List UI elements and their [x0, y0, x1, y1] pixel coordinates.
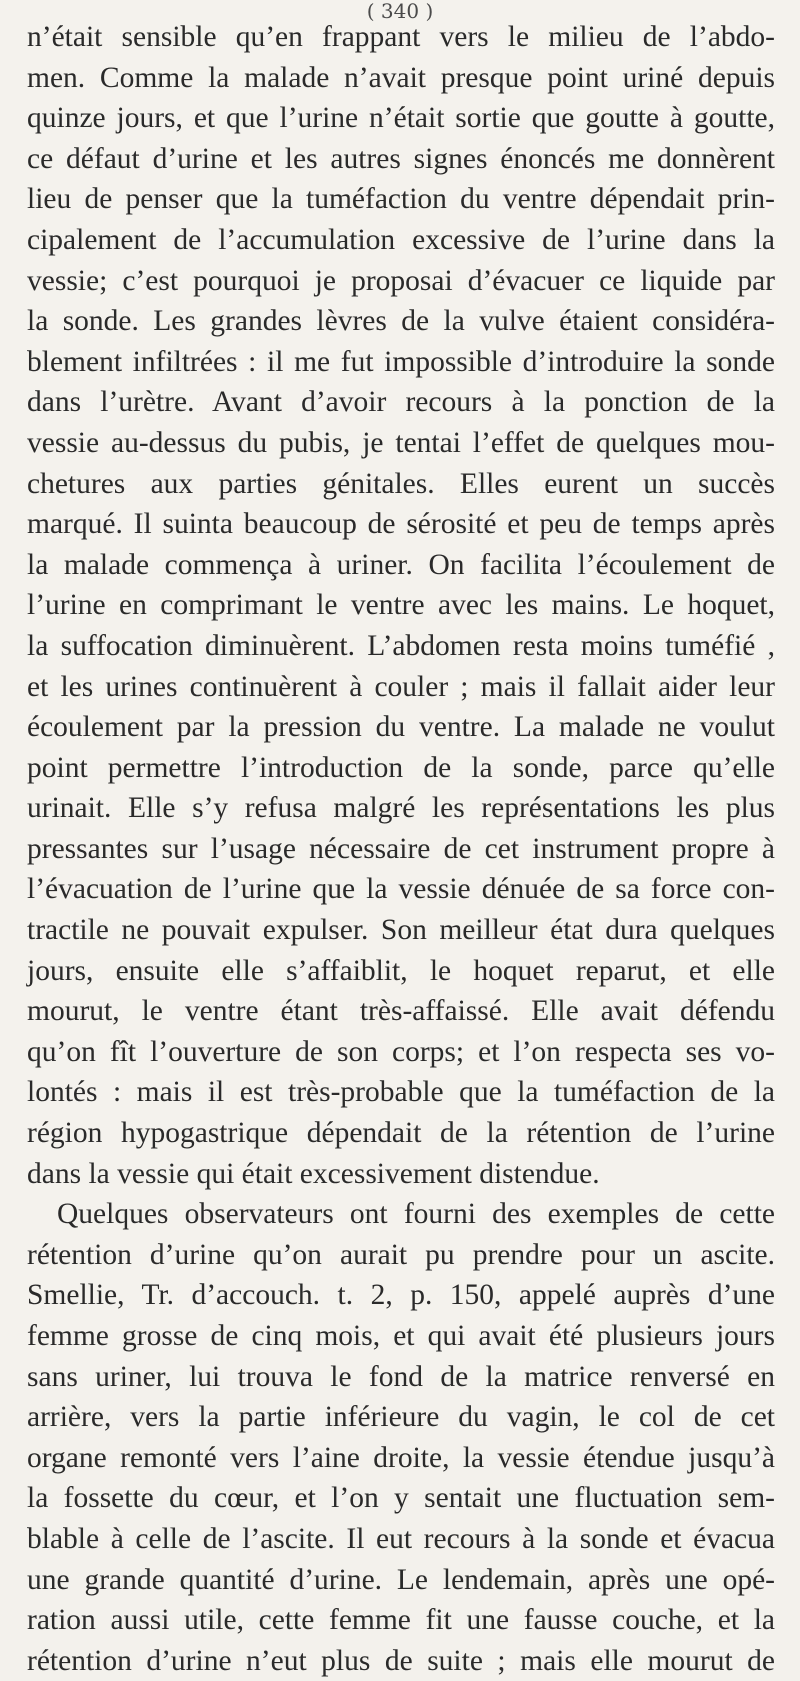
text-line: et les urines continuèrent à couler ; mais il fallait aider leur: [27, 670, 775, 703]
text-line: vessie au-dessus du pubis, je tentai l’effet de quelques mou-: [27, 426, 775, 459]
text-line: la fossette du cœur, et l’on y sentait une fluctuation sem-: [27, 1482, 775, 1515]
text-line: pressantes sur l’usage nécessaire de cet instrument propre à: [27, 832, 775, 865]
text-line: sans uriner, lui trouva le fond de la matrice renversé en: [27, 1360, 775, 1393]
text-line: dans l’urètre. Avant d’avoir recours à la ponction de la: [27, 386, 775, 419]
text-line: mourut, le ventre étant très-affaissé. Elle avait défendu: [27, 995, 775, 1028]
text-line: arrière, vers la partie inférieure du vagin, le col de cet: [27, 1401, 775, 1434]
paragraph-start-line: Quelques observateurs ont fourni des exemples de cette: [57, 1198, 775, 1231]
text-line: la malade commença à uriner. On facilita l’écoulement de: [27, 548, 775, 581]
text-line: point permettre l’introduction de la sonde, parce qu’elle: [27, 751, 775, 784]
body-text: [27, 17, 775, 1681]
text-line: région hypogastrique dépendait de la rétention de l’urine: [27, 1117, 775, 1150]
text-line: ce défaut d’urine et les autres signes énoncés me donnèrent: [27, 142, 775, 175]
text-line: organe remonté vers l’aine droite, la vessie étendue jusqu’à: [27, 1441, 775, 1474]
text-line: jours, ensuite elle s’affaiblit, le hoquet reparut, et elle: [27, 954, 775, 987]
text-line: la sonde. Les grandes lèvres de la vulve étaient considéra-: [27, 305, 775, 338]
text-line: écoulement par la pression du ventre. La malade ne voulut: [27, 711, 775, 744]
text-line: n’était sensible qu’en frappant vers le milieu de l’abdo-: [27, 21, 775, 53]
text-line: quinze jours, et que l’urine n’était sortie que goutte à goutte,: [27, 102, 775, 135]
text-line: blable à celle de l’ascite. Il eut recours à la sonde et évacua: [27, 1522, 775, 1555]
text-line: chetures aux parties génitales. Elles eurent un succès: [27, 467, 775, 500]
text-line: tractile ne pouvait expulser. Son meilleur état dura quelques: [27, 914, 775, 947]
text-line: une grande quantité d’urine. Le lendemain, après une opé-: [27, 1563, 775, 1596]
page-number: ( 340 ): [366, 0, 434, 23]
text-line: l’évacuation de l’urine que la vessie dénuée de sa force con-: [27, 873, 775, 906]
text-line: femme grosse de cinq mois, et qui avait été plusieurs jours: [27, 1320, 775, 1352]
text-line: lieu de penser que la tuméfaction du ventre dépendait prin-: [27, 183, 775, 216]
text-line: cipalement de l’accumulation excessive de l’urine dans la: [27, 223, 775, 256]
text-line: rétention d’urine n’eut plus de suite ; mais elle mourut de: [27, 1644, 775, 1677]
text-line: rétention d’urine qu’on aurait pu prendre pour un ascite.: [27, 1238, 775, 1271]
text-line: Smellie, Tr. d’accouch. t. 2, p. 150, appelé auprès d’une: [27, 1279, 775, 1312]
text-line: la suffocation diminuèrent. L’abdomen resta moins tuméfié ,: [27, 629, 775, 662]
text-line: vessie; c’est pourquoi je proposai d’évacuer ce liquide par: [27, 264, 775, 297]
text-line: ration aussi utile, cette femme fit une fausse couche, et la: [27, 1604, 775, 1637]
text-line: men. Comme la malade n’avait presque point uriné depuis: [27, 61, 775, 94]
text-line: l’urine en comprimant le ventre avec les mains. Le hoquet,: [27, 589, 775, 622]
paragraph-end-line: dans la vessie qui était excessivement distendue.: [27, 1157, 600, 1190]
text-line: lontés : mais il est très-probable que la tuméfaction de la: [27, 1076, 775, 1109]
text-line: qu’on fît l’ouverture de son corps; et l’on respecta ses vo-: [27, 1035, 775, 1068]
text-line: urinait. Elle s’y refusa malgré les représentations les plus: [27, 792, 775, 825]
text-line: blement infiltrées : il me fut impossible d’introduire la sonde: [27, 345, 775, 378]
text-line: marqué. Il suinta beaucoup de sérosité et peu de temps après: [27, 508, 775, 541]
